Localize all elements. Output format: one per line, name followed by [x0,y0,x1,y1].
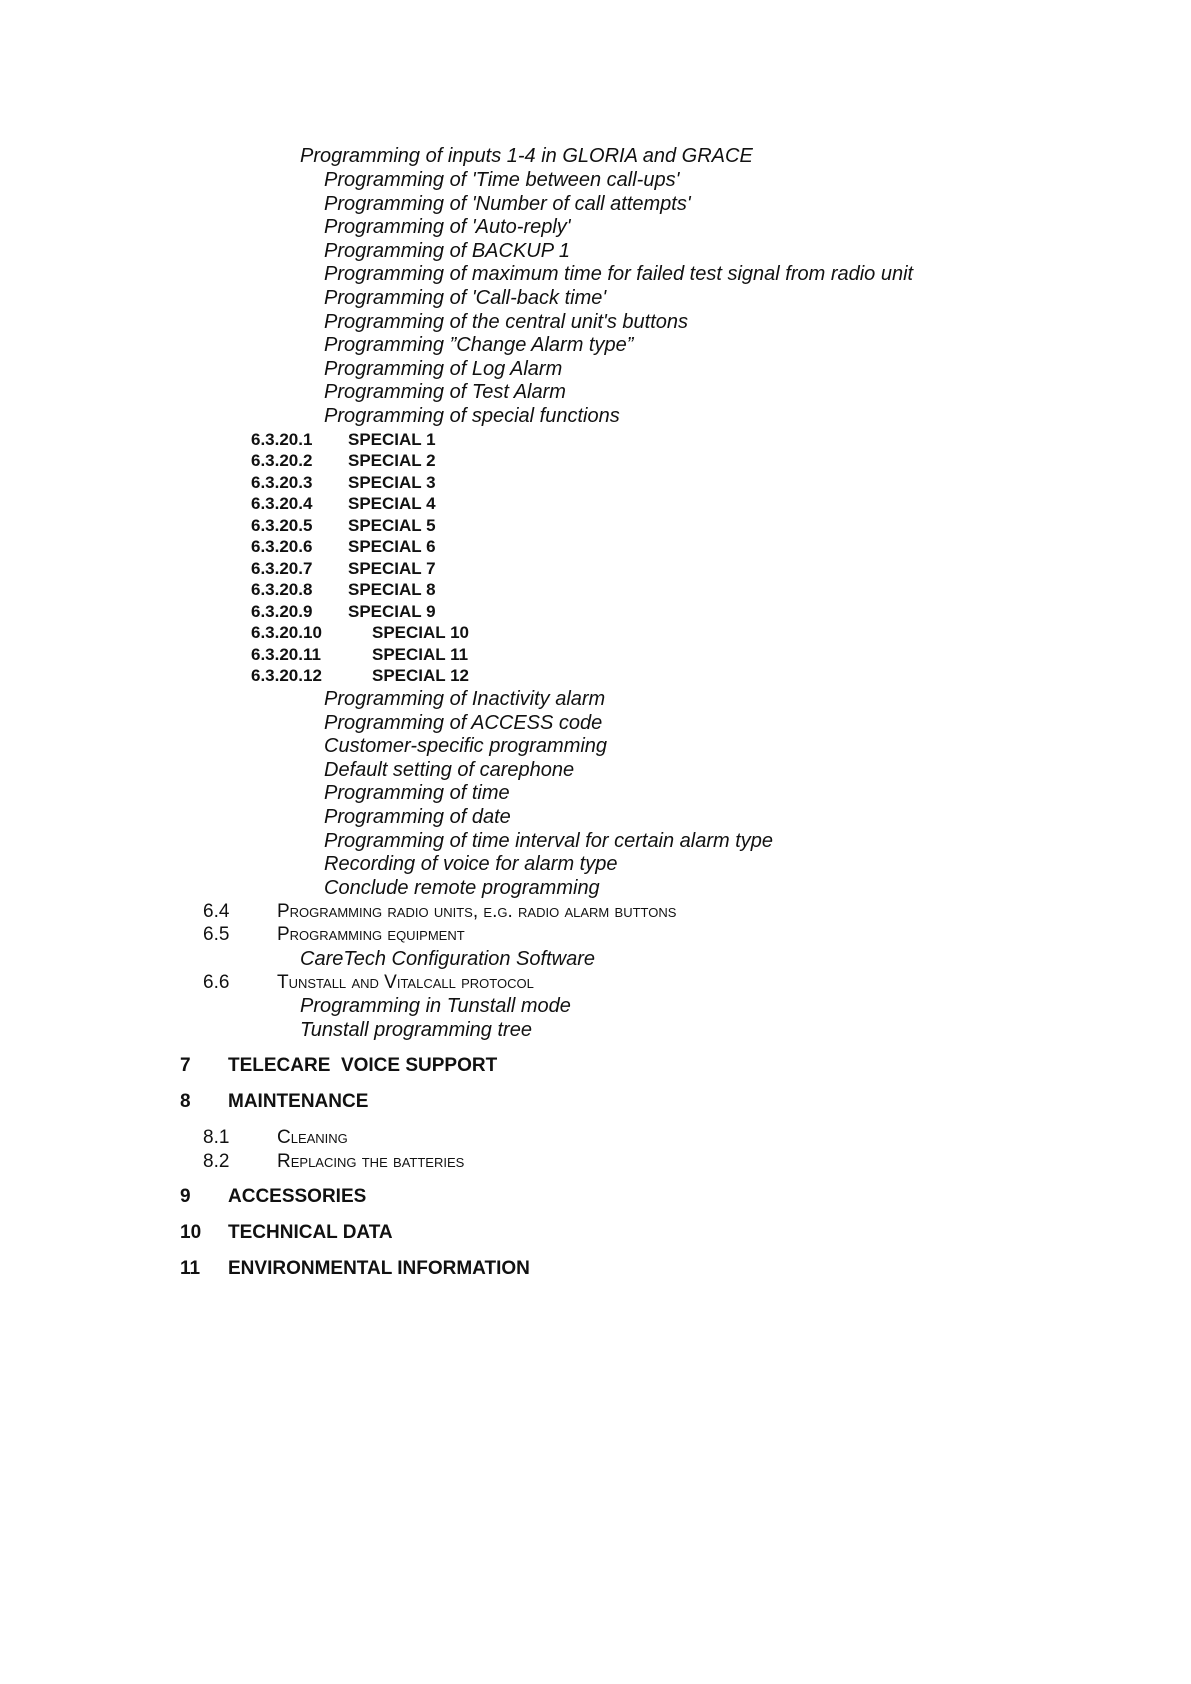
toc-section-8-1[interactable] [0,1128,800,1150]
toc-special-entry[interactable] [0,646,600,666]
toc-entry[interactable]: Programming of time [324,782,510,804]
special-title: SPECIAL 5 [348,516,436,535]
toc-entry[interactable]: Programming of 'Call-back time' [324,287,607,309]
special-number: 6.3.20.1 [251,430,313,449]
special-number: 6.3.20.4 [251,494,313,513]
chapter-title: ACCESSORIES [228,1186,367,1207]
toc-special-entry[interactable] [0,603,600,623]
toc-special-entry[interactable] [0,560,600,580]
toc-entry[interactable]: Programming of 'Auto-reply' [324,216,571,238]
section-title: Cleaning [277,1127,348,1148]
special-number: 6.3.20.8 [251,580,313,599]
toc-entry[interactable]: Programming of Test Alarm [324,381,566,403]
toc-chapter-9[interactable] [0,1187,800,1211]
toc-entry[interactable]: Programming of the central unit's buttons [324,311,689,333]
toc-special-entry[interactable] [0,517,600,537]
toc-entry[interactable]: Programming of 'Time between call-ups' [324,169,680,191]
toc-entry[interactable]: CareTech Configuration Software [300,948,595,970]
special-number: 6.3.20.7 [251,559,313,578]
toc-section-6-6[interactable] [0,973,800,995]
chapter-number: 9 [180,1186,191,1207]
toc-section-6-5[interactable] [0,925,800,947]
toc-entry[interactable]: Programming of inputs 1-4 in GLORIA and GRACE [300,145,753,167]
toc-entry[interactable]: Programming of 'Number of call attempts' [324,193,691,215]
chapter-title: MAINTENANCE [228,1091,369,1112]
chapter-number: 10 [180,1222,202,1243]
special-title: SPECIAL 2 [348,451,436,470]
section-title: Tunstall and Vitalcall protocol [277,972,534,993]
toc-special-entry[interactable] [0,452,600,472]
toc-entry[interactable]: Conclude remote programming [324,877,600,899]
special-number: 6.3.20.3 [251,473,313,492]
toc-special-entry[interactable] [0,431,600,451]
section-title: Programming equipment [277,924,465,945]
special-title: SPECIAL 12 [372,666,470,685]
special-title: SPECIAL 6 [348,537,436,556]
toc-entry[interactable]: Programming of date [324,806,511,828]
special-number: 6.3.20.11 [251,645,321,664]
toc-section-8-2[interactable] [0,1152,800,1174]
toc-entry[interactable]: Recording of voice for alarm type [324,853,618,875]
toc-special-entry[interactable] [0,581,600,601]
special-number: 6.3.20.6 [251,537,313,556]
toc-special-entry[interactable] [0,667,600,687]
section-title: Replacing the batteries [277,1151,465,1172]
special-number: 6.3.20.12 [251,666,322,685]
chapter-title: TELECARE VOICE SUPPORT [228,1055,498,1076]
toc-special-entry[interactable] [0,474,600,494]
toc-chapter-8[interactable] [0,1092,800,1116]
toc-chapter-11[interactable] [0,1259,800,1283]
section-title: Programming radio units, e.g. radio alarm buttons [277,901,677,922]
toc-entry[interactable]: Tunstall programming tree [300,1019,532,1041]
special-number: 6.3.20.9 [251,602,313,621]
special-title: SPECIAL 8 [348,580,436,599]
special-title: SPECIAL 7 [348,559,436,578]
toc-special-entry[interactable] [0,495,600,515]
special-title: SPECIAL 1 [348,430,436,449]
special-number: 6.3.20.10 [251,623,322,642]
toc-section-6-4[interactable] [0,902,800,924]
chapter-number: 8 [180,1091,191,1112]
section-number: 6.4 [203,901,230,922]
toc-special-entry[interactable] [0,624,600,644]
toc-chapter-7[interactable] [0,1056,800,1080]
special-title: SPECIAL 9 [348,602,436,621]
special-title: SPECIAL 11 [372,645,469,664]
toc-entry[interactable]: Programming of Log Alarm [324,358,563,380]
toc-entry[interactable]: Programming ”Change Alarm type” [324,334,634,356]
section-number: 6.5 [203,924,230,945]
special-number: 6.3.20.5 [251,516,313,535]
toc-entry[interactable]: Programming of special functions [324,405,620,427]
chapter-title: ENVIRONMENTAL INFORMATION [228,1258,530,1279]
chapter-number: 11 [180,1258,201,1279]
chapter-number: 7 [180,1055,191,1076]
toc-entry[interactable]: Programming in Tunstall mode [300,995,571,1017]
section-number: 6.6 [203,972,230,993]
toc-entry[interactable]: Customer-specific programming [324,735,608,757]
special-title: SPECIAL 4 [348,494,436,513]
toc-special-entry[interactable] [0,538,600,558]
toc-entry[interactable]: Default setting of carephone [324,759,575,781]
toc-entry[interactable]: Programming of maximum time for failed test signal from radio unit [324,263,914,285]
special-number: 6.3.20.2 [251,451,313,470]
chapter-title: TECHNICAL DATA [228,1222,393,1243]
special-title: SPECIAL 3 [348,473,436,492]
special-title: SPECIAL 10 [372,623,470,642]
section-number: 8.2 [203,1151,230,1172]
toc-entry[interactable]: Programming of BACKUP 1 [324,240,571,262]
section-number: 8.1 [203,1127,230,1148]
toc-entry[interactable]: Programming of time interval for certain alarm type [324,830,774,852]
toc-entry[interactable]: Programming of Inactivity alarm [324,688,606,710]
toc-chapter-10[interactable] [0,1223,800,1247]
toc-entry[interactable]: Programming of ACCESS code [324,712,603,734]
